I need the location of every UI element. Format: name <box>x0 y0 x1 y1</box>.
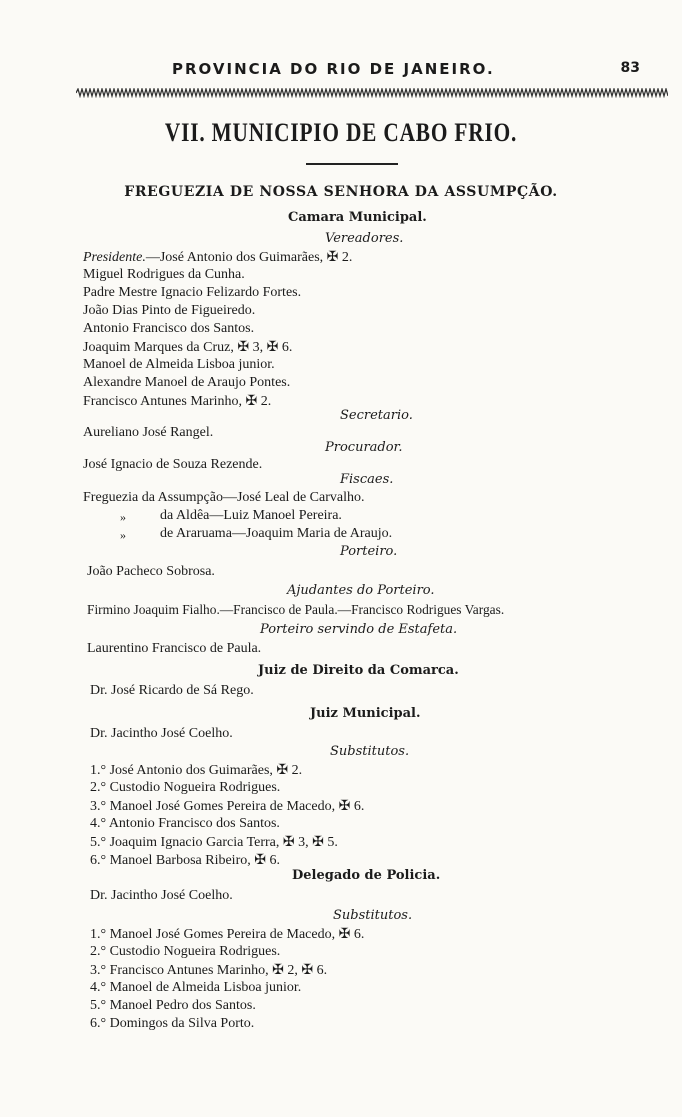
list-item: 4.° Manoel de Almeida Lisboa junior. <box>90 980 302 995</box>
list-item: 3.° Francisco Antunes Marinho, ✠ 2, ✠ 6. <box>90 963 328 978</box>
secretario-name: Aureliano José Rangel. <box>83 425 214 440</box>
camara-municipal-heading: Camara Municipal. <box>288 210 427 225</box>
estafeta-heading: Porteiro servindo de Estafeta. <box>260 622 458 637</box>
list-item: João Dias Pinto de Figueiredo. <box>83 303 256 318</box>
wavy-rule-ornament <box>76 88 668 98</box>
juiz-direito-heading: Juiz de Direito da Comarca. <box>258 663 459 678</box>
list-item: Freguezia da Assumpção—José Leal de Carvalho. <box>83 490 365 505</box>
vereadores-heading: Vereadores. <box>325 231 404 246</box>
ditto-mark: » <box>120 528 126 542</box>
list-item: 4.° Antonio Francisco dos Santos. <box>90 816 280 831</box>
parish-title: FREGUEZIA DE NOSSA SENHORA DA ASSUMPÇÃO. <box>124 184 558 200</box>
list-item: da Aldêa—Luiz Manoel Pereira. <box>160 508 342 523</box>
list-item: Joaquim Marques da Cruz, ✠ 3, ✠ 6. <box>83 340 293 355</box>
list-item: Miguel Rodrigues da Cunha. <box>83 267 245 282</box>
list-item: Manoel de Almeida Lisboa junior. <box>83 357 275 372</box>
list-item: Padre Mestre Ignacio Felizardo Fortes. <box>83 285 302 300</box>
fiscaes-heading: Fiscaes. <box>340 472 394 487</box>
list-item: 6.° Manoel Barbosa Ribeiro, ✠ 6. <box>90 853 280 868</box>
list-item: 2.° Custodio Nogueira Rodrigues. <box>90 944 281 959</box>
ajudantes-heading: Ajudantes do Porteiro. <box>287 583 435 598</box>
ajudantes-names: Firmino Joaquim Fialho.—Francisco de Paula.—Francisco Rodrigues Vargas. <box>87 602 505 617</box>
short-rule <box>306 163 398 165</box>
list-item: 2.° Custodio Nogueira Rodrigues. <box>90 780 281 795</box>
list-item: 5.° Manoel Pedro dos Santos. <box>90 998 256 1013</box>
running-title: PROVINCIA DO RIO DE JANEIRO. <box>172 60 495 78</box>
running-head <box>0 60 682 84</box>
list-item: 6.° Domingos da Silva Porto. <box>90 1016 255 1031</box>
estafeta-name: Laurentino Francisco de Paula. <box>87 641 262 656</box>
secretario-heading: Secretario. <box>340 408 413 423</box>
list-item: de Araruama—Joaquim Maria de Araujo. <box>160 526 393 541</box>
list-item: Alexandre Manoel de Araujo Pontes. <box>83 375 291 390</box>
delegado-heading: Delegado de Policia. <box>292 868 441 883</box>
list-item: 3.° Manoel José Gomes Pereira de Macedo, ✠ 6. <box>90 799 365 814</box>
page-number: 83 <box>620 60 640 76</box>
porteiro-name: João Pacheco Sobrosa. <box>87 564 215 579</box>
procurador-heading: Procurador. <box>325 440 403 455</box>
list-item: Antonio Francisco dos Santos. <box>83 321 255 336</box>
juiz-direito-name: Dr. José Ricardo de Sá Rego. <box>90 683 254 698</box>
presidente-name: —José Antonio dos Guimarães, ✠ 2. <box>145 250 353 265</box>
juiz-municipal-heading: Juiz Municipal. <box>310 706 421 721</box>
procurador-name: José Ignacio de Souza Rezende. <box>83 457 263 472</box>
presidente-line <box>83 249 352 266</box>
delegado-substitutos-heading: Substitutos. <box>333 908 413 923</box>
list-item: 5.° Joaquim Ignacio Garcia Terra, ✠ 3, ✠ 5. <box>90 835 338 850</box>
delegado-name: Dr. Jacintho José Coelho. <box>90 888 233 903</box>
section-title: VII. MUNICIPIO DE CABO FRIO. <box>164 118 518 147</box>
ditto-mark: » <box>120 510 126 524</box>
juiz-municipal-name: Dr. Jacintho José Coelho. <box>90 726 233 741</box>
presidente-role: Presidente. <box>83 250 146 265</box>
porteiro-heading: Porteiro. <box>340 544 398 559</box>
list-item: 1.° José Antonio dos Guimarães, ✠ 2. <box>90 763 303 778</box>
juiz-substitutos-heading: Substitutos. <box>330 744 410 759</box>
list-item: Francisco Antunes Marinho, ✠ 2. <box>83 394 272 409</box>
list-item: 1.° Manoel José Gomes Pereira de Macedo, ✠ 6. <box>90 927 365 942</box>
